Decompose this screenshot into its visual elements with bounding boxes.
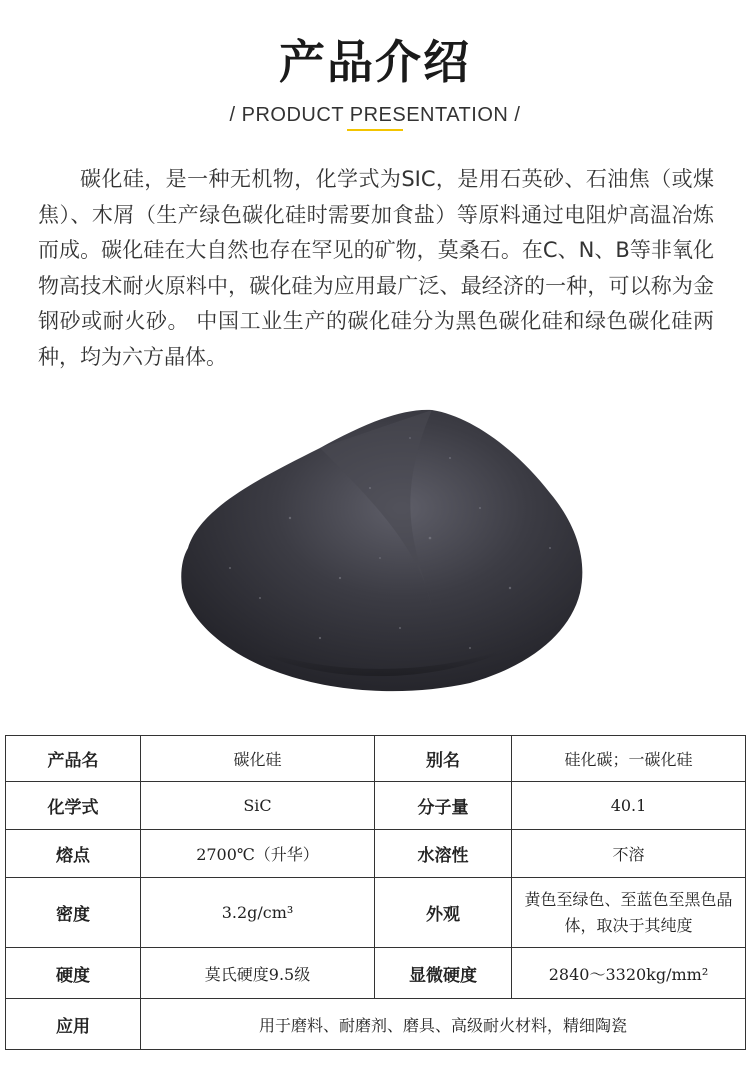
spec-label: 应用 <box>6 999 141 1050</box>
table-row <box>6 736 746 782</box>
table-row <box>6 878 746 948</box>
table-row <box>6 830 746 878</box>
spec-value: 莫氏硬度9.5级 <box>141 948 375 999</box>
spec-label: 硬度 <box>6 948 141 999</box>
page-subtitle: / PRODUCT PRESENTATION / <box>229 104 521 126</box>
spec-label: 密度 <box>6 878 141 948</box>
spec-value: 用于磨料、耐磨剂、磨具、高级耐火材料，精细陶瓷 <box>141 999 746 1050</box>
table-row <box>6 782 746 830</box>
spec-value: 碳化硅 <box>141 736 375 782</box>
spec-label: 化学式 <box>6 782 141 830</box>
spec-value: 2700℃（升华） <box>141 830 375 878</box>
spec-label: 显微硬度 <box>375 948 512 999</box>
spec-value: 3.2g/cm³ <box>141 878 375 948</box>
spec-value: 不溶 <box>512 830 746 878</box>
powder-image <box>170 398 590 698</box>
spec-value: 40.1 <box>512 782 746 830</box>
spec-label: 分子量 <box>375 782 512 830</box>
spec-label: 外观 <box>375 878 512 948</box>
product-description: 碳化硅，是一种无机物，化学式为SIC，是用石英砂、石油焦（或煤焦）、木屑（生产绿色碳化硅时需要加食盐）等原料通过电阻炉高温冶炼而成。碳化硅在大自然也存在罕见的矿物，莫桑石。在C、N、B等非氧化物高技术耐火原料中，碳化硅为应用最广泛、最经济的一种，可以称为金钢砂或耐火砂。 中国工业生产的碳化硅分为黑色碳化硅和绿色碳化硅两种，均为六方晶体。 <box>38 167 714 369</box>
spec-value: 2840～3320kg/mm² <box>512 948 746 999</box>
spec-table <box>5 735 746 1050</box>
spec-label: 产品名 <box>6 736 141 782</box>
spec-value: SiC <box>141 782 375 830</box>
spec-label: 别名 <box>375 736 512 782</box>
page-title: 产品介绍 <box>279 35 471 89</box>
spec-label: 熔点 <box>6 830 141 878</box>
subtitle-accent-line <box>347 129 403 131</box>
table-row <box>6 999 746 1050</box>
spec-value: 硅化碳；一碳化硅 <box>512 736 746 782</box>
spec-value: 黄色至绿色、至蓝色至黑色晶体，取决于其纯度 <box>512 878 746 948</box>
table-row <box>6 948 746 999</box>
spec-label: 水溶性 <box>375 830 512 878</box>
